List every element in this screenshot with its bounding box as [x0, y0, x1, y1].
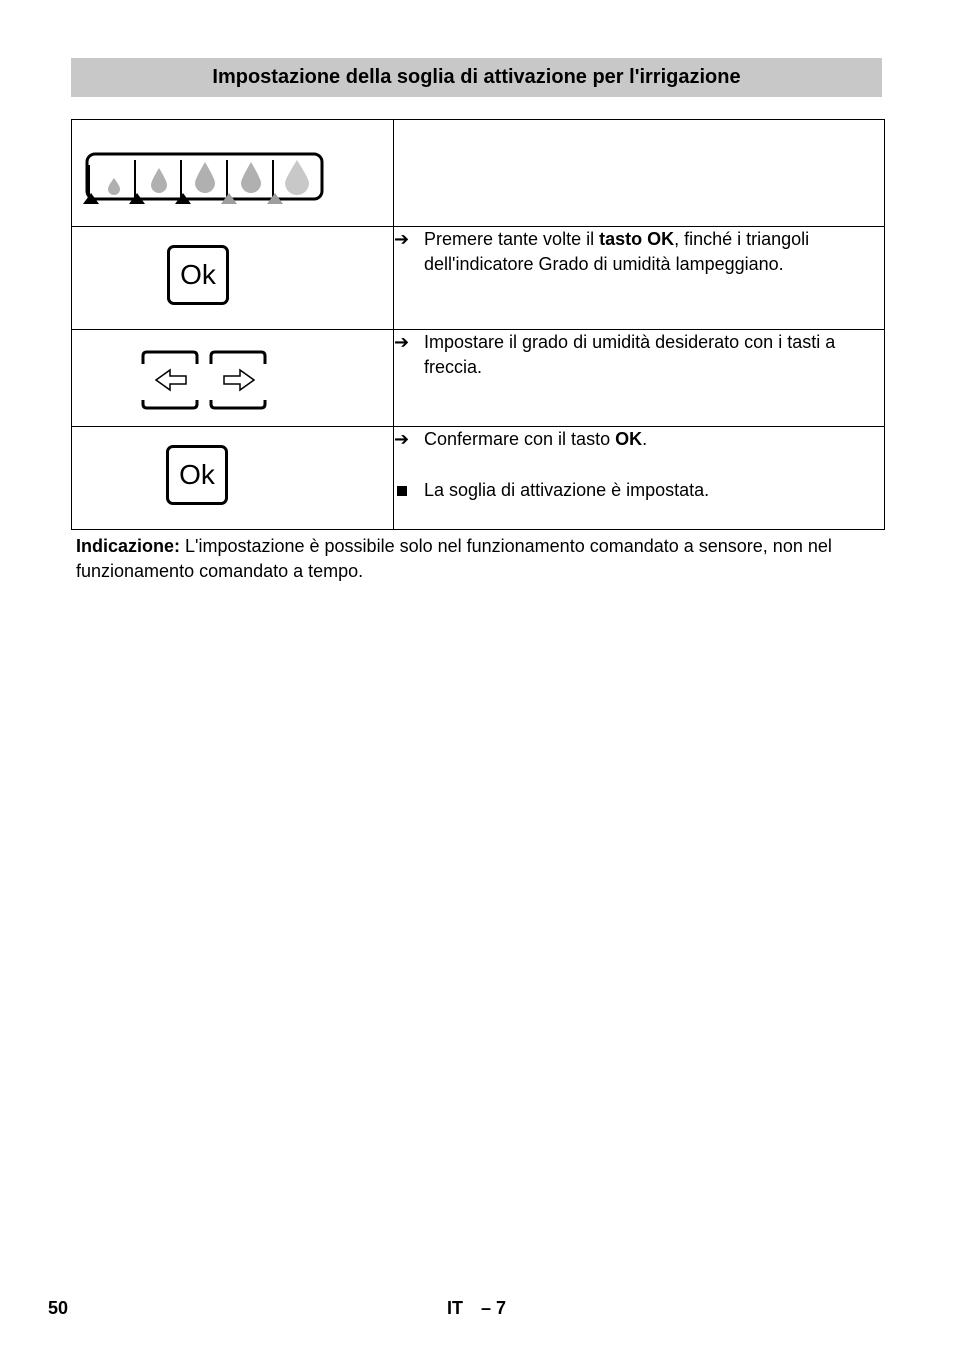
arrow-right-icon: ➔ — [394, 229, 410, 249]
instruction-text-part: Premere tante volte il — [424, 229, 600, 249]
ok-key-cell — [72, 427, 394, 530]
note-text: L'impostazione è possibile solo nel funzionamento comandato a sensore, non nel funzionamento comandato a tempo. — [76, 536, 832, 581]
step-4-cell — [394, 427, 885, 530]
arrow-right-icon: ➔ — [394, 332, 410, 352]
ok-key-cell — [72, 227, 394, 330]
instruction-text — [424, 427, 884, 452]
black-square-icon — [394, 478, 424, 503]
instruction-key-name: tasto OK — [599, 229, 675, 249]
section-title — [71, 58, 882, 97]
arrow-keys-icon — [72, 330, 393, 426]
step-2-cell — [394, 227, 885, 330]
table-row — [72, 227, 885, 330]
ok-key-icon — [166, 445, 228, 505]
instruction-text: Impostare il grado di umidità desiderato con i tasti a freccia. — [424, 332, 836, 377]
section-title-text: Impostazione della soglia di attivazione per l'irrigazione — [212, 66, 741, 88]
humidity-indicator-cell — [72, 120, 394, 227]
humidity-level-indicator-icon — [72, 120, 393, 226]
instruction-text-part: Confermare con il tasto — [424, 429, 616, 449]
result-item — [394, 478, 884, 503]
instruction-item — [394, 427, 884, 452]
ok-key-label: Ok — [180, 259, 216, 290]
arrow-right-icon: ➔ — [394, 429, 410, 449]
page-number: 50 — [48, 1298, 69, 1318]
instruction-text — [424, 227, 884, 277]
step-3-cell — [394, 330, 885, 427]
instruction-key-name: OK — [615, 429, 643, 449]
ok-key-label: Ok — [179, 459, 215, 490]
instruction-item — [394, 330, 884, 380]
table-row — [72, 120, 885, 227]
arrow-keys-cell — [72, 330, 394, 427]
footer-section: IT — [447, 1298, 463, 1318]
step-empty-cell — [394, 120, 885, 227]
table-row — [72, 427, 885, 530]
note-paragraph — [76, 534, 876, 584]
table-row — [72, 330, 885, 427]
note-label: Indicazione: — [76, 536, 181, 556]
footer-section-page: – 7 — [481, 1298, 507, 1318]
result-text: La soglia di attivazione è impostata. — [424, 480, 710, 500]
instruction-item — [394, 227, 884, 277]
instruction-text-part: . — [642, 429, 648, 449]
ok-key-icon — [167, 245, 229, 305]
instruction-table — [71, 119, 885, 530]
instruction-text-part: , finché i triangoli dell'indicatore Grado di umidità lampeggiano. — [424, 229, 810, 274]
